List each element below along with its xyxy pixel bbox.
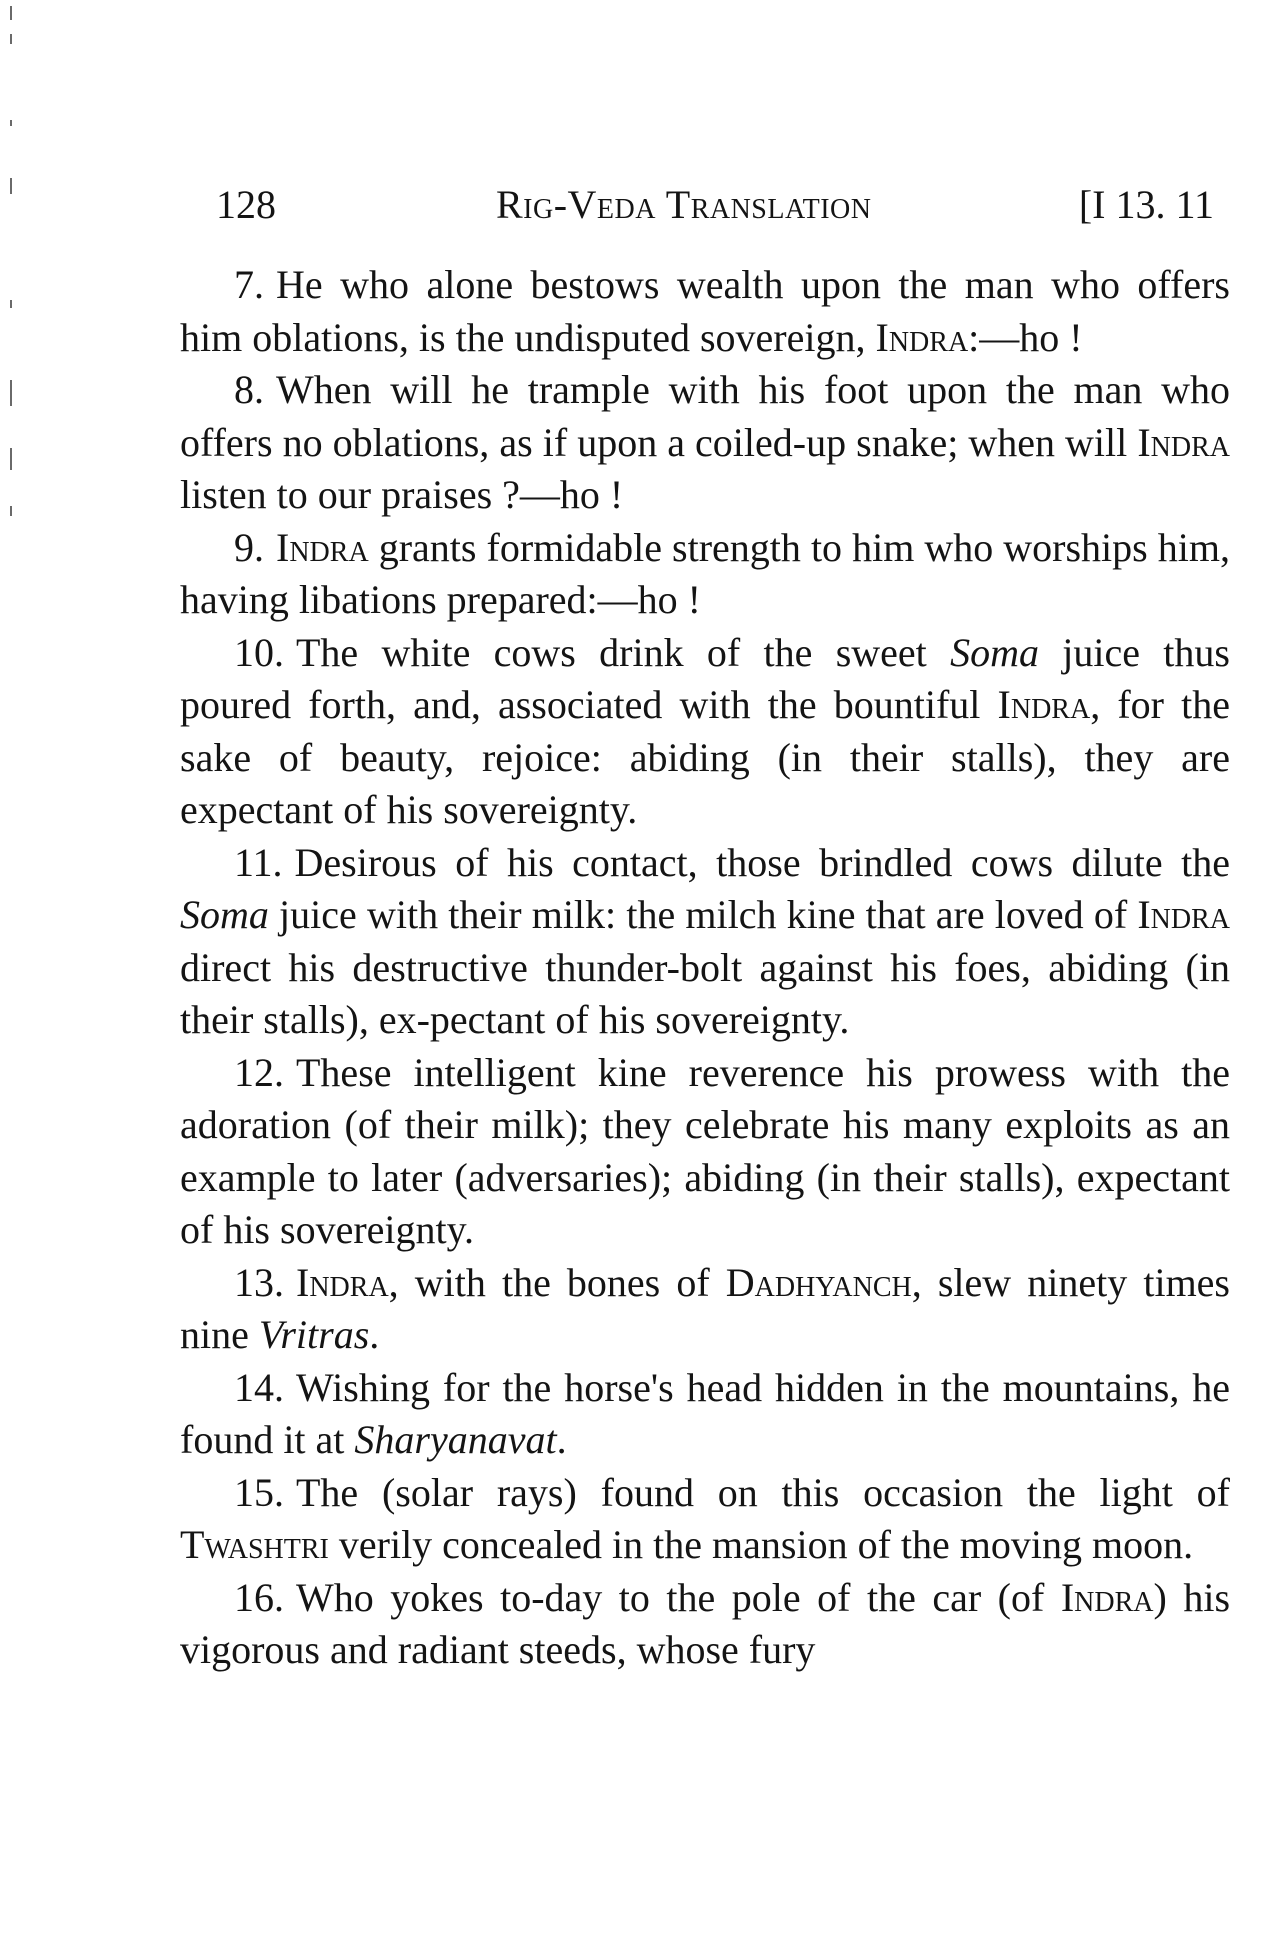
proper-name: Indra	[1137, 419, 1230, 465]
proper-name: Indra	[296, 1259, 389, 1305]
verse-text: These intelligent kine reverence his prowess with the adoration (of their milk); they celebrate his many exploits as an example to later (adversaries); abiding (in their stalls), expectant of his sovereignty.	[180, 1049, 1230, 1252]
verse-text: .	[556, 1417, 567, 1462]
verse-paragraph	[180, 364, 1230, 522]
proper-name: Indra	[875, 314, 969, 360]
verse-body	[180, 259, 1230, 1677]
verse-text: He who alone bestows wealth upon the man who offers him oblations, is the undisputed sovereign,	[180, 262, 1230, 360]
verse-text: Who yokes to-day to the pole of the car (of	[296, 1574, 1061, 1620]
verse-number: 16.	[234, 1574, 284, 1620]
verse-text: The (solar rays) found on this occasion the light of	[296, 1469, 1230, 1515]
italic-term: Vritras	[258, 1312, 370, 1357]
verse-number: 11.	[234, 839, 283, 885]
verse-paragraph	[180, 1257, 1230, 1362]
proper-name: Indra	[276, 524, 369, 570]
proper-name: Indra	[1137, 892, 1230, 937]
page-number: 128	[216, 182, 276, 227]
verse-text: Wishing for the horse's head hidden in the mountains, he found it at	[180, 1364, 1230, 1462]
italic-term: Sharyanavat	[354, 1417, 557, 1462]
italic-term: Soma	[180, 892, 269, 937]
verse-number: 8.	[234, 367, 264, 412]
verse-paragraph	[180, 837, 1230, 1047]
verse-text: listen to our praises ?—ho !	[180, 472, 624, 517]
verse-text: , with the bones of	[388, 1259, 726, 1305]
verse-text: The white cows drink of the sweet	[296, 629, 951, 675]
verse-paragraph	[180, 1572, 1230, 1677]
verse-text: verily concealed in the mansion of the moving moon.	[328, 1522, 1194, 1567]
section-reference: [I 13. 11	[1078, 182, 1214, 227]
verse-number: 14.	[234, 1364, 284, 1410]
scan-margin-marks	[6, 0, 20, 540]
verse-paragraph	[180, 259, 1230, 364]
verse-text: , for the sake of beauty, rejoice: abiding (in their stalls), they are expectant of his sovereignty.	[180, 682, 1230, 832]
verse-text: When will he trample with his foot upon the man who offers no oblations, as if upon a coiled-up snake; when will	[180, 367, 1230, 465]
proper-name: Twashtri	[180, 1522, 329, 1567]
verse-number: 10.	[234, 629, 284, 675]
verse-paragraph	[180, 1362, 1230, 1467]
proper-name: Indra	[997, 682, 1091, 727]
proper-name: Indra	[1060, 1574, 1154, 1620]
verse-text: :—ho !	[968, 314, 1083, 360]
verse-number: 9.	[234, 524, 264, 570]
verse-paragraph	[180, 1047, 1230, 1257]
verse-text: direct his destructive thunder-bolt against his foes, abiding (in their stalls), ex-pectant of his sovereignty.	[180, 944, 1230, 1042]
verse-text: ) his vigorous and radiant steeds, whose fury	[180, 1574, 1231, 1672]
verse-paragraph	[180, 627, 1230, 837]
verse-paragraph	[180, 522, 1230, 627]
verse-number: 15.	[234, 1469, 284, 1515]
page-header	[216, 177, 1216, 233]
verse-text: Desirous of his contact, those brindled cows dilute the	[294, 839, 1230, 885]
verse-number: 7.	[234, 262, 264, 307]
proper-name: Dadhyanch	[725, 1259, 912, 1305]
running-title: Rig-Veda Translation	[496, 182, 872, 227]
verse-text: juice with their milk: the milch kine that are loved of	[268, 892, 1138, 937]
verse-text: juice thus poured forth, and, associated with the bountiful	[180, 629, 1230, 727]
verse-paragraph	[180, 1467, 1230, 1572]
verse-text: .	[369, 1312, 380, 1357]
verse-number: 12.	[234, 1049, 284, 1095]
verse-text: , slew ninety times nine	[180, 1259, 1230, 1357]
italic-term: Soma	[950, 629, 1039, 675]
verse-number: 13.	[234, 1259, 284, 1305]
verse-text: grants formidable strength to him who worships him, having libations prepared:—ho !	[180, 524, 1230, 622]
